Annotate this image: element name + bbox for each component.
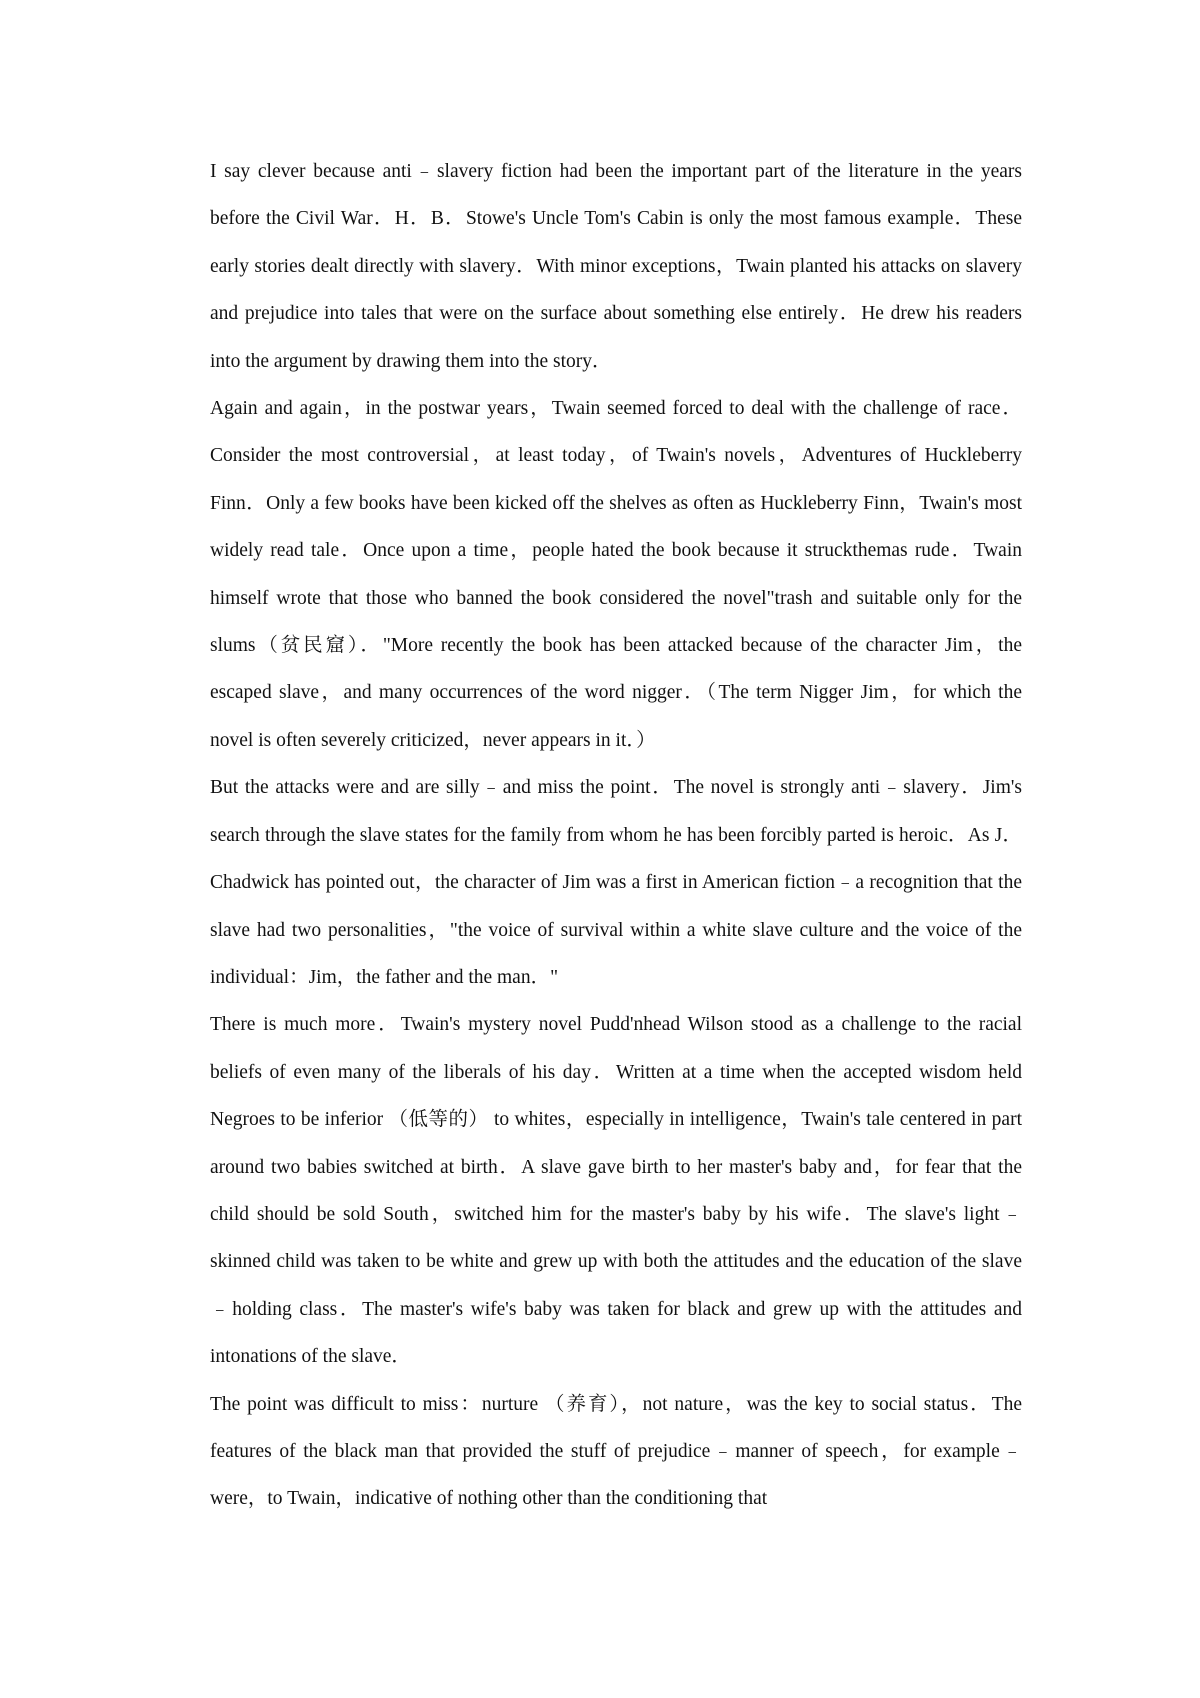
- paragraph-2: Again and again，in the postwar years，Twain seemed forced to deal with the challenge of race．Consider the most controversial，at least today，of Twain's novels，Adventures of Huckleberry Finn．Only a few books have been kicked off the shelves as often as Huckleberry Finn，Twain's most widely read tale．Once upon a time，people hated the book because it struckthemas rude．Twain himself wrote that those who banned the book considered the novel"trash and suitable only for the slums（贫民窟）．"More recently the book has been attacked because of the character Jim，the escaped slave，and many occurrences of the word nigger．（The term Nigger Jim，for which the novel is often severely criticized，never appears in it．）: [210, 398, 1022, 751]
- paragraph-5: The point was difficult to miss：nurture （养育），not nature，was the key to social status．The features of the black man that provided the stuff of prejudice﹣manner of speech，for example﹣were，to Twain，indicative of nothing other than the conditioning that: [210, 1393, 1022, 1510]
- paragraph-1: I say clever because anti﹣slavery fiction had been the important part of the literature in the years before the Civil War．H．B．Stowe's Uncle Tom's Cabin is only the most famous example．These early stories dealt directly with slavery．With minor exceptions，Twain planted his attacks on slavery and prejudice into tales that were on the surface about something else entirely．He drew his readers into the argument by drawing them into the story．: [210, 161, 1022, 372]
- paragraph-3: But the attacks were and are silly﹣and miss the point．The novel is strongly anti﹣slavery．Jim's search through the slave states for the family from whom he has been forcibly parted is heroic．As J．Chadwick has pointed out，the character of Jim was a first in American fiction﹣a recognition that the slave had two personalities，"the voice of survival within a white slave culture and the voice of the individual：Jim，the father and the man．": [210, 777, 1022, 988]
- document-body: [210, 148, 1022, 1523]
- paragraph-4: There is much more．Twain's mystery novel Pudd'nhead Wilson stood as a challenge to the racial beliefs of even many of the liberals of his day．Written at a time when the accepted wisdom held Negroes to be inferior （低等的） to whites，especially in intelligence，Twain's tale centered in part around two babies switched at birth．A slave gave birth to her master's baby and，for fear that the child should be sold South，switched him for the master's baby by his wife．The slave's light﹣skinned child was taken to be white and grew up with both the attitudes and the education of the slave﹣holding class．The master's wife's baby was taken for black and grew up with the attitudes and intonations of the slave．: [210, 1014, 1022, 1368]
